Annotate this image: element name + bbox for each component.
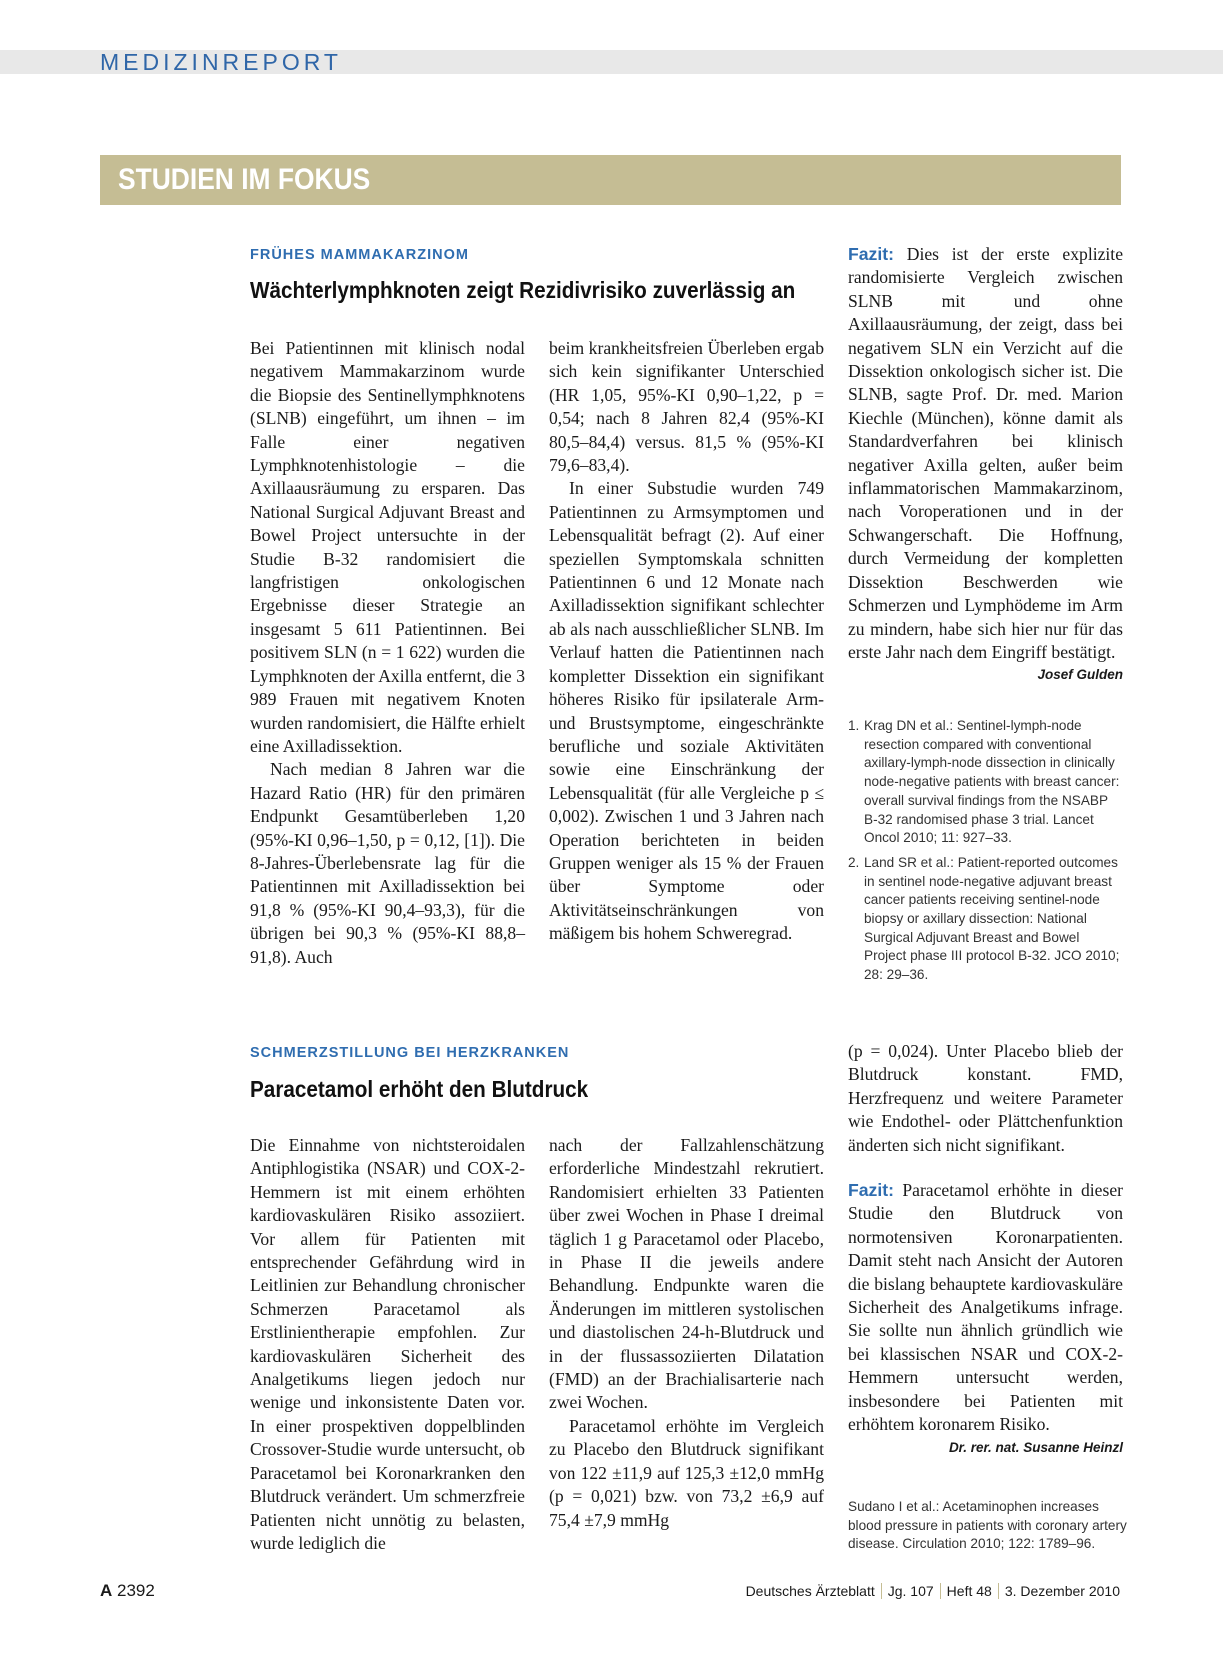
separator — [940, 1583, 941, 1599]
article1-references — [848, 717, 1125, 991]
article2-paragraph: nach der Fallzahlenschätzung erforderliche Mindestzahl rekrutiert. Randomisiert erhielten 33 Patienten über zwei Wochen in Phase I dreimal täglich 1 g Paracetamol oder Placebo, in Phase II die jeweils andere Behandlung. Endpunkte waren die Änderungen im mittleren systolischen und diastolischen 24-h-Blutdruck und in der flussassoziierten Dilatation (FMD) an der Brachialisarterie nach zwei Wochen. — [549, 1135, 824, 1413]
fazit-text: Dies ist der erste explizite randomisierte Vergleich zwischen SLNB mit und ohne Axillaausräumung, der zeigt, dass bei negativem SLN ein Verzicht auf die Dissektion onkologisch sicher ist. Die SLNB, sagte Prof. Dr. med. Marion Kiechle (München), könne damit als Standardverfahren bei klinisch negativer Axilla gelten, außer beim inflammatorischen Mammakarzinom, nach Voroperationen und in der Schwangerschaft. Die Hoffnung, durch Vermeidung der kompletten Dissektion Beschwerden wie Schmerzen und Lymphödeme im Arm zu mindern, habe sich hier nur für das erste Jahr nach dem Eingriff bestätigt. — [848, 244, 1123, 662]
article1-paragraph: In einer Substudie wurden 749 Patientinnen zu Armsymptomen und Lebensqualität befragt (2). Auf einer speziellen Symptomskala schnitten Patientinnen 6 und 12 Monate nach Axilladissektion signifikant schlechter ab als nach ausschließlicher SLNB. Im Verlauf hatten die Patientinnen nach kompletter Dissektion ein signifikant höheres Risiko für ipsilaterale Arm- und Brustsymptome, eingeschränkte berufliche und soziale Aktivitäten sowie eine Einschränkung der Lebensqualität (für alle Vergleiche p ≤ 0,002). Zwischen 1 und 3 Jahren nach Operation berichteten in beiden Gruppen weniger als 15 % der Frauen über Symptome oder Aktivitätseinschränkungen von mäßigem bis hohem Schweregrad. — [549, 478, 824, 944]
article2-paragraph: Paracetamol erhöhte im Vergleich zu Placebo den Blutdruck signifikant von 122 ±11,9 auf 125,3 ±12,0 mmHg (p = 0,021) bzw. von 73,2 ±6,9 auf 75,4 ±7,9 mmHg — [549, 1415, 824, 1530]
journal-volume: Jg. 107 — [887, 1583, 934, 1599]
section-title: STUDIEN IM FOKUS — [118, 163, 371, 196]
reference-item — [848, 717, 1125, 848]
article1-author: Josef Gulden — [1037, 667, 1123, 683]
article2-fazit-paragraph — [848, 1179, 1123, 1436]
article2-column-3 — [848, 1040, 1123, 1458]
separator — [881, 1583, 882, 1599]
fazit-text: Paracetamol erhöhte in dieser Studie den Blutdruck von normotensiven Koronarpatienten. Damit steht nach Ansicht der Autoren die bislang behauptete kardiovaskuläre Sicherheit des Analgetikums infrage. Sie sollte nun ähnlich gründlich wie bei klassischen NSAR und COX-2-Hemmern untersucht werden, insbesondere bei Patienten mit erhöhtem koronarem Risiko. — [848, 1180, 1123, 1435]
page-prefix: A — [100, 1581, 113, 1600]
article1-column-1 — [250, 337, 525, 969]
article1-fazit — [848, 243, 1123, 685]
article1-kicker: FRÜHES MAMMAKARZINOM — [250, 247, 469, 263]
article1-paragraph: beim krankheitsfreien Überleben ergab sich kein signifikanter Unterschied (HR 1,05, 95%-KI 0,90–1,22, p = 0,54; nach 8 Jahren 82,4 (95%-KI 80,5–84,4) versus. 81,5 % (95%-KI 79,6–83,4). — [549, 338, 824, 476]
article2-kicker: SCHMERZSTILLUNG BEI HERZKRANKEN — [250, 1045, 570, 1061]
article2-headline: Paracetamol erhöht den Blutdruck — [250, 1076, 589, 1102]
section-title-bar — [100, 155, 1121, 205]
section-rubric: MEDIZINREPORT — [100, 49, 342, 75]
separator — [998, 1583, 999, 1599]
article1-headline: Wächterlymphknoten zeigt Rezidivrisiko zuverlässig an — [250, 277, 796, 303]
article1-fazit-paragraph — [848, 243, 1123, 664]
reference-text: Land SR et al.: Patient-reported outcomes in sentinel node-negative adjuvant breast cancer patients receiving sentinel-node biopsy or axillary dissection: National Surgical Adjuvant Breast and Bowel Project phase III protocol B-32. JCO 2010; 28: 29–36. — [864, 854, 1120, 983]
article1-paragraph: Nach median 8 Jahren war die Hazard Ratio (HR) für den primären Endpunkt Gesamtüberleben 1,20 (95%-KI 0,96–1,50, p = 0,12, [1]). Die 8-Jahres-Überlebensrate lag für die Patientinnen mit Axilladissektion bei 91,8 % (95%-KI 90,4–93,3), für die übrigen bei 90,3 % (95%-KI 88,8–91,8). Auch — [250, 759, 525, 967]
fazit-label: Fazit: — [848, 1180, 894, 1201]
article2-paragraph: Die Einnahme von nichtsteroidalen Antiphlogistika (NSAR) und COX-2-Hemmern ist mit einem erhöhten kardiovaskulären Risiko assoziiert. Vor allem für Patienten mit entsprechender Gefährdung wird in Leitlinien zur Behandlung chronischer Schmerzen Paracetamol als Erstlinientherapie empfohlen. Zur kardiovaskulären Sicherheit des Analgetikums liegen jedoch nur wenige und inkonsistente Daten vor. In einer prospektiven doppelblinden Crossover-Studie wurde untersucht, ob Paracetamol bei Koronarkranken den Blutdruck verändert. Um schmerzfreie Patienten nicht unnötig zu belasten, wurde lediglich die — [250, 1135, 525, 1553]
article2-column-1 — [250, 1134, 525, 1555]
reference-item — [848, 854, 1125, 985]
article2-paragraph: (p = 0,024). Unter Placebo blieb der Blutdruck konstant. FMD, Herzfrequenz und weitere Parameter wie Endothel- oder Plättchenfunktion änderten sich nicht signifikant. — [848, 1041, 1123, 1155]
reference-number: 2. — [848, 854, 860, 870]
journal-date: 3. Dezember 2010 — [1004, 1583, 1120, 1599]
page-number-value: 2392 — [117, 1581, 155, 1600]
journal-name: Deutsches Ärzteblatt — [745, 1583, 875, 1599]
article1-column-2 — [549, 337, 824, 946]
article2-column-2 — [549, 1134, 824, 1532]
article2-reference: Sudano I et al.: Acetaminophen increases blood pressure in patients with coronary artery disease. Circulation 2010; 122: 1789–96. — [848, 1499, 1127, 1552]
article2-author: Dr. rer. nat. Susanne Heinzl — [948, 1439, 1123, 1455]
article1-paragraph: Bei Patientinnen mit klinisch nodal negativem Mammakarzinom wurde die Biopsie des Sentinellymphknotens (SLNB) eingeführt, um ihnen – im Falle einer negativen Lymphknotenhistologie – die Axillaausräumung zu ersparen. Das National Surgical Adjuvant Breast and Bowel Project untersuchte in der Studie B-32 randomisiert die langfristigen onkologischen Ergebnisse dieser Strategie an insgesamt 5 611 Patientinnen. Bei positivem SLN (n = 1 622) wurden die Lymphknoten der Axilla entfernt, die 3 989 Frauen mit negativem Knoten wurden randomisiert, die Hälfte erhielt eine Axilladissektion. — [250, 338, 525, 756]
page-number — [100, 1581, 155, 1601]
reference-text: Krag DN et al.: Sentinel-lymph-node resection compared with conventional axillary-lymph-node dissection in clinically node-negative patients with breast cancer: overall survival findings from the NSABP B-32 randomised phase 3 trial. Lancet Oncol 2010; 11: 927–33. — [864, 718, 1120, 846]
journal-info — [746, 1583, 1120, 1599]
reference-number: 1. — [848, 718, 860, 733]
fazit-label: Fazit: — [848, 244, 894, 264]
journal-issue: Heft 48 — [946, 1583, 992, 1599]
